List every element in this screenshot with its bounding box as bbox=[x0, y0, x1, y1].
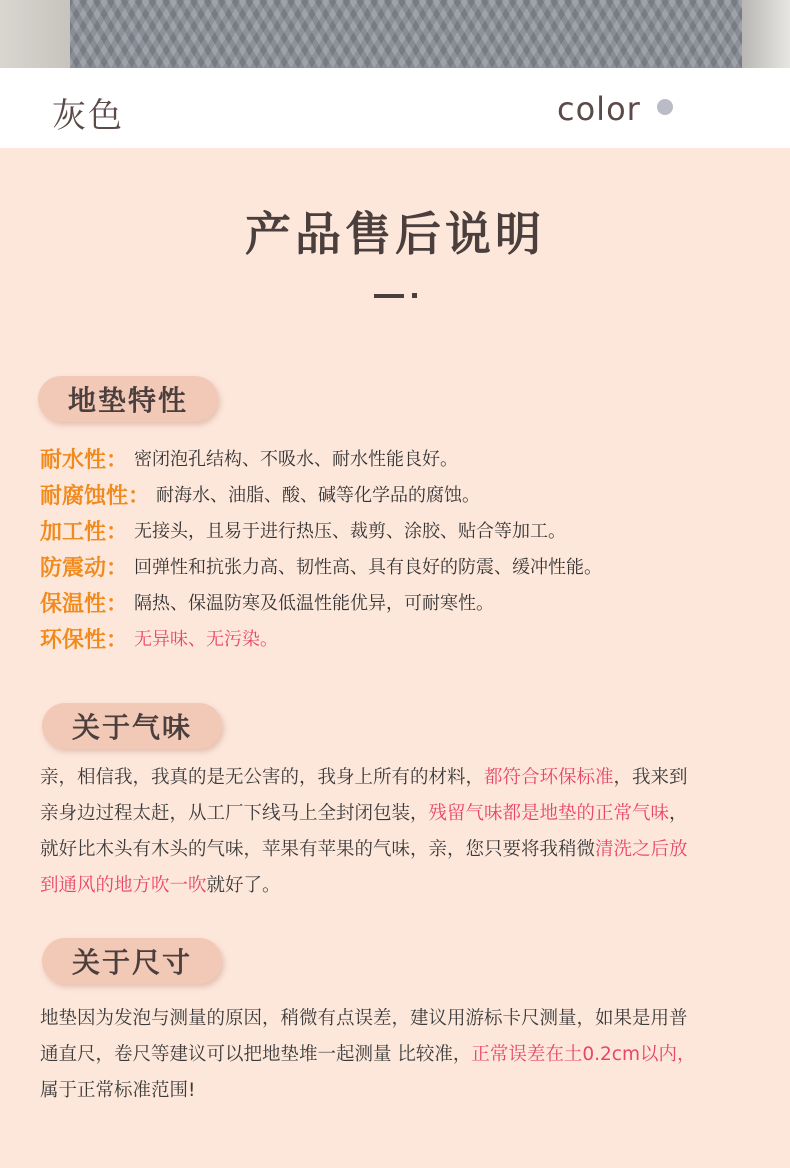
feature-desc: 耐海水、油脂、酸、碱等化学品的腐蚀。 bbox=[156, 485, 481, 506]
paragraph-line bbox=[40, 832, 752, 868]
paragraph-line bbox=[40, 796, 752, 832]
feature-label: 防震动： bbox=[40, 555, 129, 581]
size-paragraph bbox=[40, 1001, 752, 1109]
highlight-text: 到通风的地方吹一吹 bbox=[40, 875, 207, 896]
feature-row bbox=[40, 442, 458, 474]
feature-desc: 无异味、无污染。 bbox=[134, 629, 279, 650]
text-run: ， bbox=[669, 803, 688, 824]
odor-paragraph bbox=[40, 760, 752, 904]
product-photo-mat-edge bbox=[0, 0, 790, 68]
feature-desc: 密闭泡孔结构、不吸水、耐水性能良好。 bbox=[134, 449, 459, 470]
color-label: color bbox=[557, 90, 641, 128]
floor-background-right bbox=[742, 0, 790, 68]
text-run: 地垫因为发泡与测量的原因，稍微有点误差，建议用游标卡尺测量，如果是用普 bbox=[40, 1008, 688, 1029]
text-run: 亲，相信我，我真的是无公害的，我身上所有的材料， bbox=[40, 767, 485, 788]
feature-row bbox=[40, 514, 566, 546]
feature-desc: 无接头，且易于进行热压、裁剪、涂胶、贴合等加工。 bbox=[134, 521, 567, 542]
highlight-text: 都符合环保标准 bbox=[484, 767, 614, 788]
floor-background bbox=[0, 0, 70, 68]
text-run: 属于正常标准范围! bbox=[40, 1080, 196, 1101]
highlight-text: 正常误差在土0.2cm以内， bbox=[471, 1044, 696, 1065]
feature-label: 环保性： bbox=[40, 627, 129, 653]
highlight-text: 残留气味都是地垫的正常气味 bbox=[428, 803, 670, 824]
feature-row bbox=[40, 586, 494, 618]
paragraph-line bbox=[40, 1001, 752, 1037]
paragraph-line bbox=[40, 1037, 752, 1073]
section-title-odor: 关于气味 bbox=[42, 703, 222, 749]
feature-label: 耐水性： bbox=[40, 447, 129, 473]
feature-row bbox=[40, 550, 602, 582]
feature-desc: 回弹性和抗张力高、韧性高、具有良好的防震、缓冲性能。 bbox=[134, 557, 603, 578]
feature-label: 加工性： bbox=[40, 519, 129, 545]
color-swatch-dot bbox=[657, 99, 673, 115]
title-underline bbox=[374, 294, 404, 298]
feature-row bbox=[40, 622, 278, 654]
color-bar bbox=[0, 68, 790, 148]
text-run: 亲身边过程太赶，从工厂下线马上全封闭包装， bbox=[40, 803, 429, 824]
text-run: 就好了。 bbox=[206, 875, 281, 896]
color-name: 灰色 bbox=[52, 96, 124, 136]
paragraph-line bbox=[40, 868, 752, 904]
text-run: 就好比木头有木头的气味，苹果有苹果的气味，亲，您只要将我稍微 bbox=[40, 839, 596, 860]
title-underline-dot bbox=[412, 293, 417, 298]
text-run: 通直尺，卷尺等建议可以把地垫堆一起测量 比较准， bbox=[40, 1044, 472, 1065]
feature-row bbox=[40, 478, 480, 510]
feature-label: 保温性： bbox=[40, 591, 129, 617]
highlight-text: 清洗之后放 bbox=[595, 839, 688, 860]
section-title-mat-features: 地垫特性 bbox=[38, 376, 218, 422]
page-title: 产品售后说明 bbox=[245, 207, 545, 261]
section-title-size: 关于尺寸 bbox=[42, 938, 222, 984]
text-run: ，我来到 bbox=[613, 767, 688, 788]
feature-label: 耐腐蚀性： bbox=[40, 483, 151, 509]
paragraph-line bbox=[40, 760, 752, 796]
feature-desc: 隔热、保温防寒及低温性能优异，可耐寒性。 bbox=[134, 593, 495, 614]
paragraph-line bbox=[40, 1073, 752, 1109]
